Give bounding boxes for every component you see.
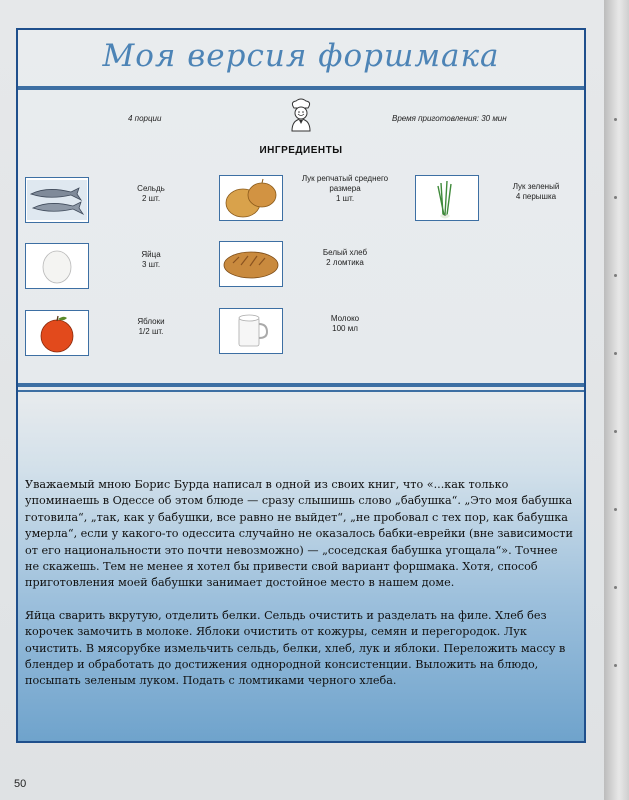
ingredients-divider-thin	[18, 390, 584, 392]
ingredient-label	[300, 174, 390, 204]
recipe-frame	[16, 28, 586, 743]
binding-hole	[614, 196, 617, 199]
bread-icon	[221, 243, 281, 285]
ingredient-name: Сельдь	[137, 184, 165, 193]
ingredients-heading: ИНГРЕДИЕНТЫ	[259, 145, 343, 156]
intro-paragraph: Уважаемый мною Борис Бурда написал в одной из своих книг, что «...как только упоминаешь в Одессе об этом блюде — сразу слышишь слово „бабушка“. „Это моя бабушка готовила“, „так, как у бабушки, все равно не выйдет“, „не пробовал с тех пор, как бабушка умерла“, если у какого-то одессита случайно не оказалось бабки-еврейки (вне зависимости от его национальности это почти невозможно) — „соседская бабушка угощала“». Точнее не скажешь. Тем не менее я хотел бы привести свой вариант форшмака. Хотя, способ приготовления моей бабушки занимает достойное место в нашем доме.	[25, 478, 573, 590]
ingredient-image	[219, 175, 283, 221]
ingredient-qty: 2 ломтика	[326, 258, 364, 267]
ingredient-label	[491, 182, 581, 202]
ingredient-label	[106, 317, 196, 337]
binding-hole	[614, 274, 617, 277]
green-onion-icon	[417, 177, 477, 219]
chef-icon	[286, 98, 316, 132]
title-divider	[18, 86, 584, 90]
ingredient-image	[415, 175, 479, 221]
ingredient-name: Лук зеленый	[512, 182, 560, 191]
ingredient-image	[25, 310, 89, 356]
ingredient-qty: 1 шт.	[335, 194, 355, 203]
apple-icon	[27, 312, 87, 354]
ingredient-label	[300, 248, 390, 268]
ingredient-image	[219, 241, 283, 287]
ingredient-label	[106, 184, 196, 204]
ingredient-qty: 4 перышка	[515, 192, 557, 201]
ingredient-name: Белый хлеб	[322, 248, 368, 257]
onion-icon	[221, 177, 281, 219]
ingredient-qty: 1/2 шт.	[138, 327, 164, 336]
ingredient-name: Яйца	[141, 250, 161, 259]
ingredient-label	[106, 250, 196, 270]
milk-mug-icon	[221, 310, 281, 352]
ingredient-name: Лук репчатый среднего размера	[301, 174, 389, 193]
ingredient-image	[25, 243, 89, 289]
ingredient-name: Яблоки	[137, 317, 165, 326]
binding-hole	[614, 508, 617, 511]
prep-time: Время приготовления: 30 мин	[392, 114, 507, 123]
ingredient-qty: 3 шт.	[141, 260, 161, 269]
binding-hole	[614, 664, 617, 667]
recipe-title: Моя версия форшмака	[102, 38, 500, 74]
servings: 4 порции	[128, 114, 162, 123]
method-paragraph: Яйца сварить вкрутую, отделить белки. Сельдь очистить и разделать на филе. Хлеб без корочек замочить в молоке. Яблоки очистить от кожуры, семян и перегородок. Лук очистить. В мясорубке измельчить сельдь, белки, хлеб, лук и яблоки. Переложить массу в блендер и обработать до достижения однородной консистенции. Выложить на блюдо, посыпать зеленым луком. Подать с ломтиками черного хлеба.	[25, 608, 566, 688]
herring-icon	[27, 180, 87, 220]
ingredient-name: Молоко	[330, 314, 360, 323]
book-binding	[604, 0, 629, 800]
ingredient-qty: 2 шт.	[141, 194, 161, 203]
binding-hole	[614, 430, 617, 433]
recipe-text	[25, 477, 573, 706]
ingredients-divider	[18, 383, 584, 387]
ingredient-qty: 100 мл	[332, 324, 358, 333]
binding-hole	[614, 352, 617, 355]
page-number: 50	[14, 778, 27, 790]
ingredient-image	[25, 177, 89, 223]
binding-hole	[614, 118, 617, 121]
egg-icon	[27, 245, 87, 287]
binding-hole	[614, 586, 617, 589]
ingredient-label	[300, 314, 390, 334]
ingredient-image	[219, 308, 283, 354]
